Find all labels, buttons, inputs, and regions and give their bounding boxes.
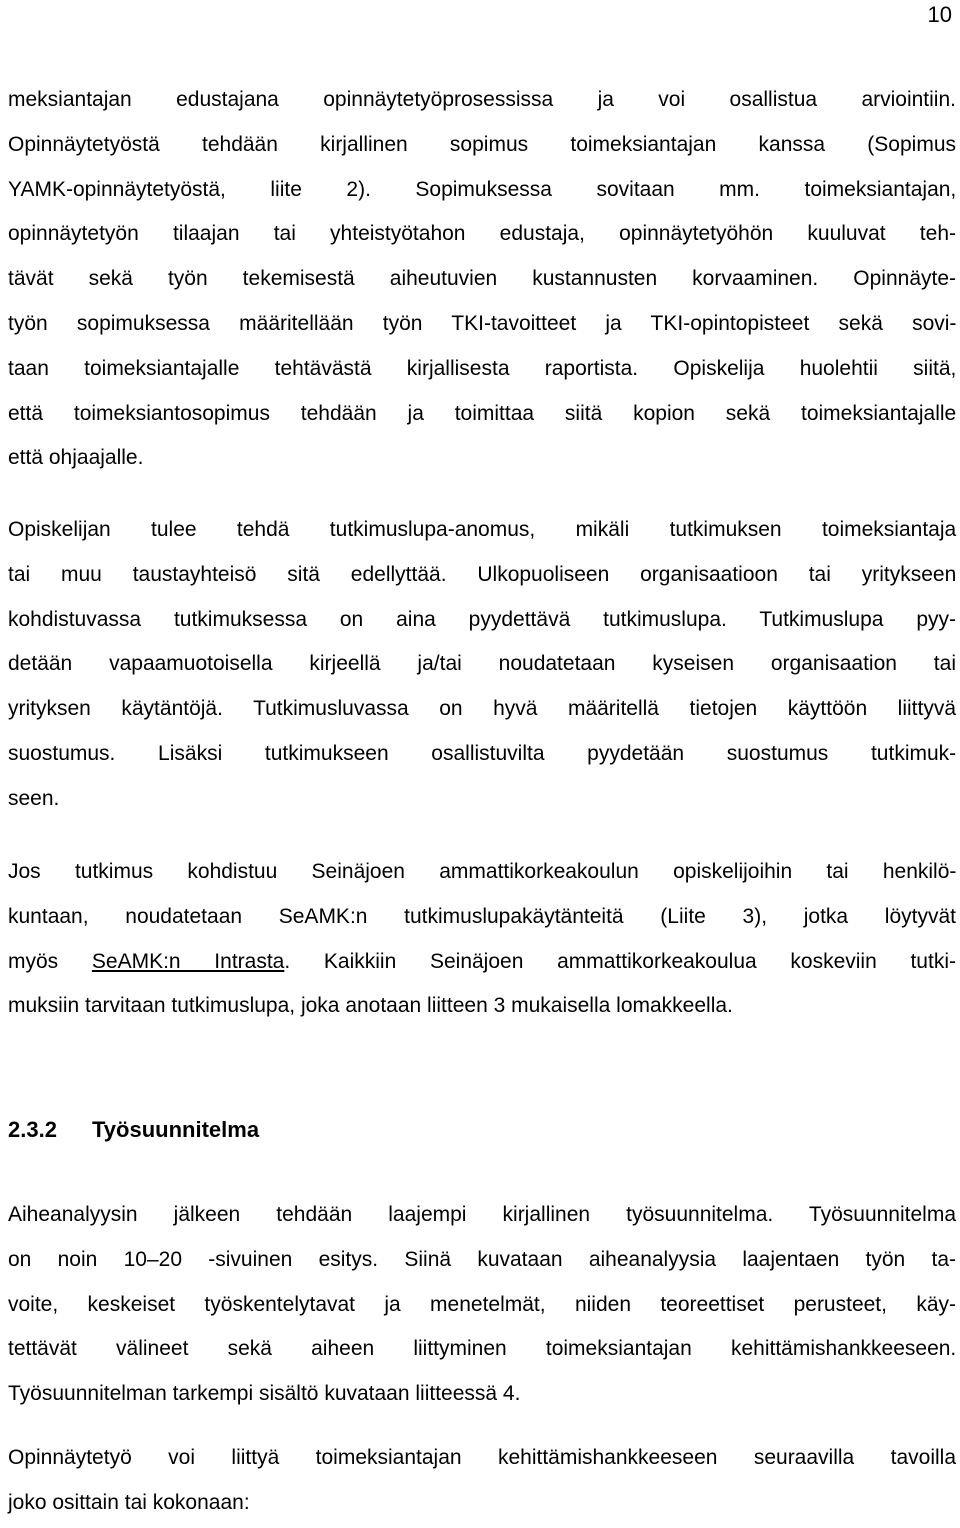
text-segment: myös (8, 949, 92, 973)
text-line: Opinnäytetyö voi liittyä toimeksiantajan kehittämishankkeeseen seuraavilla tavoilla (8, 1446, 956, 1469)
text-line: yrityksen käytäntöjä. Tutkimusluvassa on hyvä määritellä tietojen käyttöön liittyvä (8, 697, 956, 721)
text-line: seen. (8, 786, 60, 810)
text-line: Opinnäytetyöstä tehdään kirjallinen sopimus toimeksiantajan kanssa (Sopimus (8, 132, 956, 156)
paragraph-2 (8, 508, 956, 822)
text-line: tävät sekä työn tekemisestä aiheutuvien kustannusten korvaaminen. Opinnäyte- (8, 267, 956, 291)
text-line: tettävät välineet sekä aiheen liittyminen toimeksiantajan kehittämishankkeeseen. (8, 1337, 957, 1361)
text-line: joko osittain tai kokonaan: (8, 1490, 250, 1514)
paragraph-4 (8, 1193, 956, 1417)
text-line: suostumus. Lisäksi tutkimukseen osallistuvilta pyydetään suostumus tutkimuk- (8, 741, 957, 765)
text-line: tai muu taustayhteisö sitä edellyttää. Ulkopuoliseen organisaatioon tai yritykseen (8, 562, 957, 586)
text-segment: . Kaikkiin Seinäjoen ammattikorkeakoulua koskeviin tutki- (284, 949, 956, 973)
text-line: taan toimeksiantajalle tehtävästä kirjallisesta raportista. Opiskelija huolehtii siitä, (8, 356, 957, 380)
section-heading (8, 1114, 259, 1146)
text-line: on noin 10–20 -sivuinen esitys. Siinä kuvataan aiheanalyysia laajentaen työn ta- (8, 1247, 956, 1271)
text-line: detään vapaamuotoisella kirjeellä ja/tai noudatetaan kyseisen organisaation tai (8, 652, 956, 676)
paragraph-5 (8, 1436, 956, 1526)
text-line: että toimeksiantosopimus tehdään ja toimittaa siitä kopion sekä toimeksiantajalle (8, 401, 957, 425)
paragraph-1 (8, 78, 956, 481)
text-line: Jos tutkimus kohdistuu Seinäjoen ammattikorkeakoulun opiskelijoihin tai henkilö- (8, 860, 957, 883)
text-line: voite, keskeiset työskentelytavat ja menetelmät, niiden teoreettiset perusteet, käy- (8, 1292, 956, 1316)
intranet-link[interactable]: SeAMK:n Intrasta (91, 949, 285, 973)
text-line: kuntaan, noudatetaan SeAMK:n tutkimuslupakäytänteitä (Liite 3), jotka löytyvät (8, 904, 956, 928)
text-line: muksiin tarvitaan tutkimuslupa, joka anotaan liitteen 3 mukaisella lomakkeella. (8, 994, 733, 1018)
section-number: 2.3.2 (8, 1117, 57, 1142)
text-line: Työsuunnitelman tarkempi sisältö kuvataan liitteessä 4. (8, 1382, 521, 1406)
text-line: että ohjaajalle. (8, 446, 144, 470)
text-line: Aiheanalyysin jälkeen tehdään laajempi kirjallinen työsuunnitelma. Työsuunnitelma (8, 1203, 956, 1226)
text-line: YAMK-opinnäytetyöstä, liite 2). Sopimuksessa sovitaan mm. toimeksiantajan, (8, 177, 957, 201)
text-line: opinnäytetyön tilaajan tai yhteistyötahon edustaja, opinnäytetyöhön kuuluvat teh- (8, 222, 956, 246)
text-line-with-link (8, 940, 956, 985)
text-line: Opiskelijan tulee tehdä tutkimuslupa-anomus, mikäli tutkimuksen toimeksiantaja (8, 518, 957, 541)
text-line: kohdistuvassa tutkimuksessa on aina pyydettävä tutkimuslupa. Tutkimuslupa pyy- (8, 607, 956, 631)
text-line: meksiantajan edustajana opinnäytetyöprosessissa ja voi osallistua arviointiin. (8, 88, 956, 111)
text-line: työn sopimuksessa määritellään työn TKI-tavoitteet ja TKI-opintopisteet sekä sovi- (8, 311, 957, 335)
paragraph-3 (8, 850, 956, 1029)
page-number: 10 (927, 2, 952, 27)
section-title: Työsuunnitelma (92, 1117, 260, 1142)
